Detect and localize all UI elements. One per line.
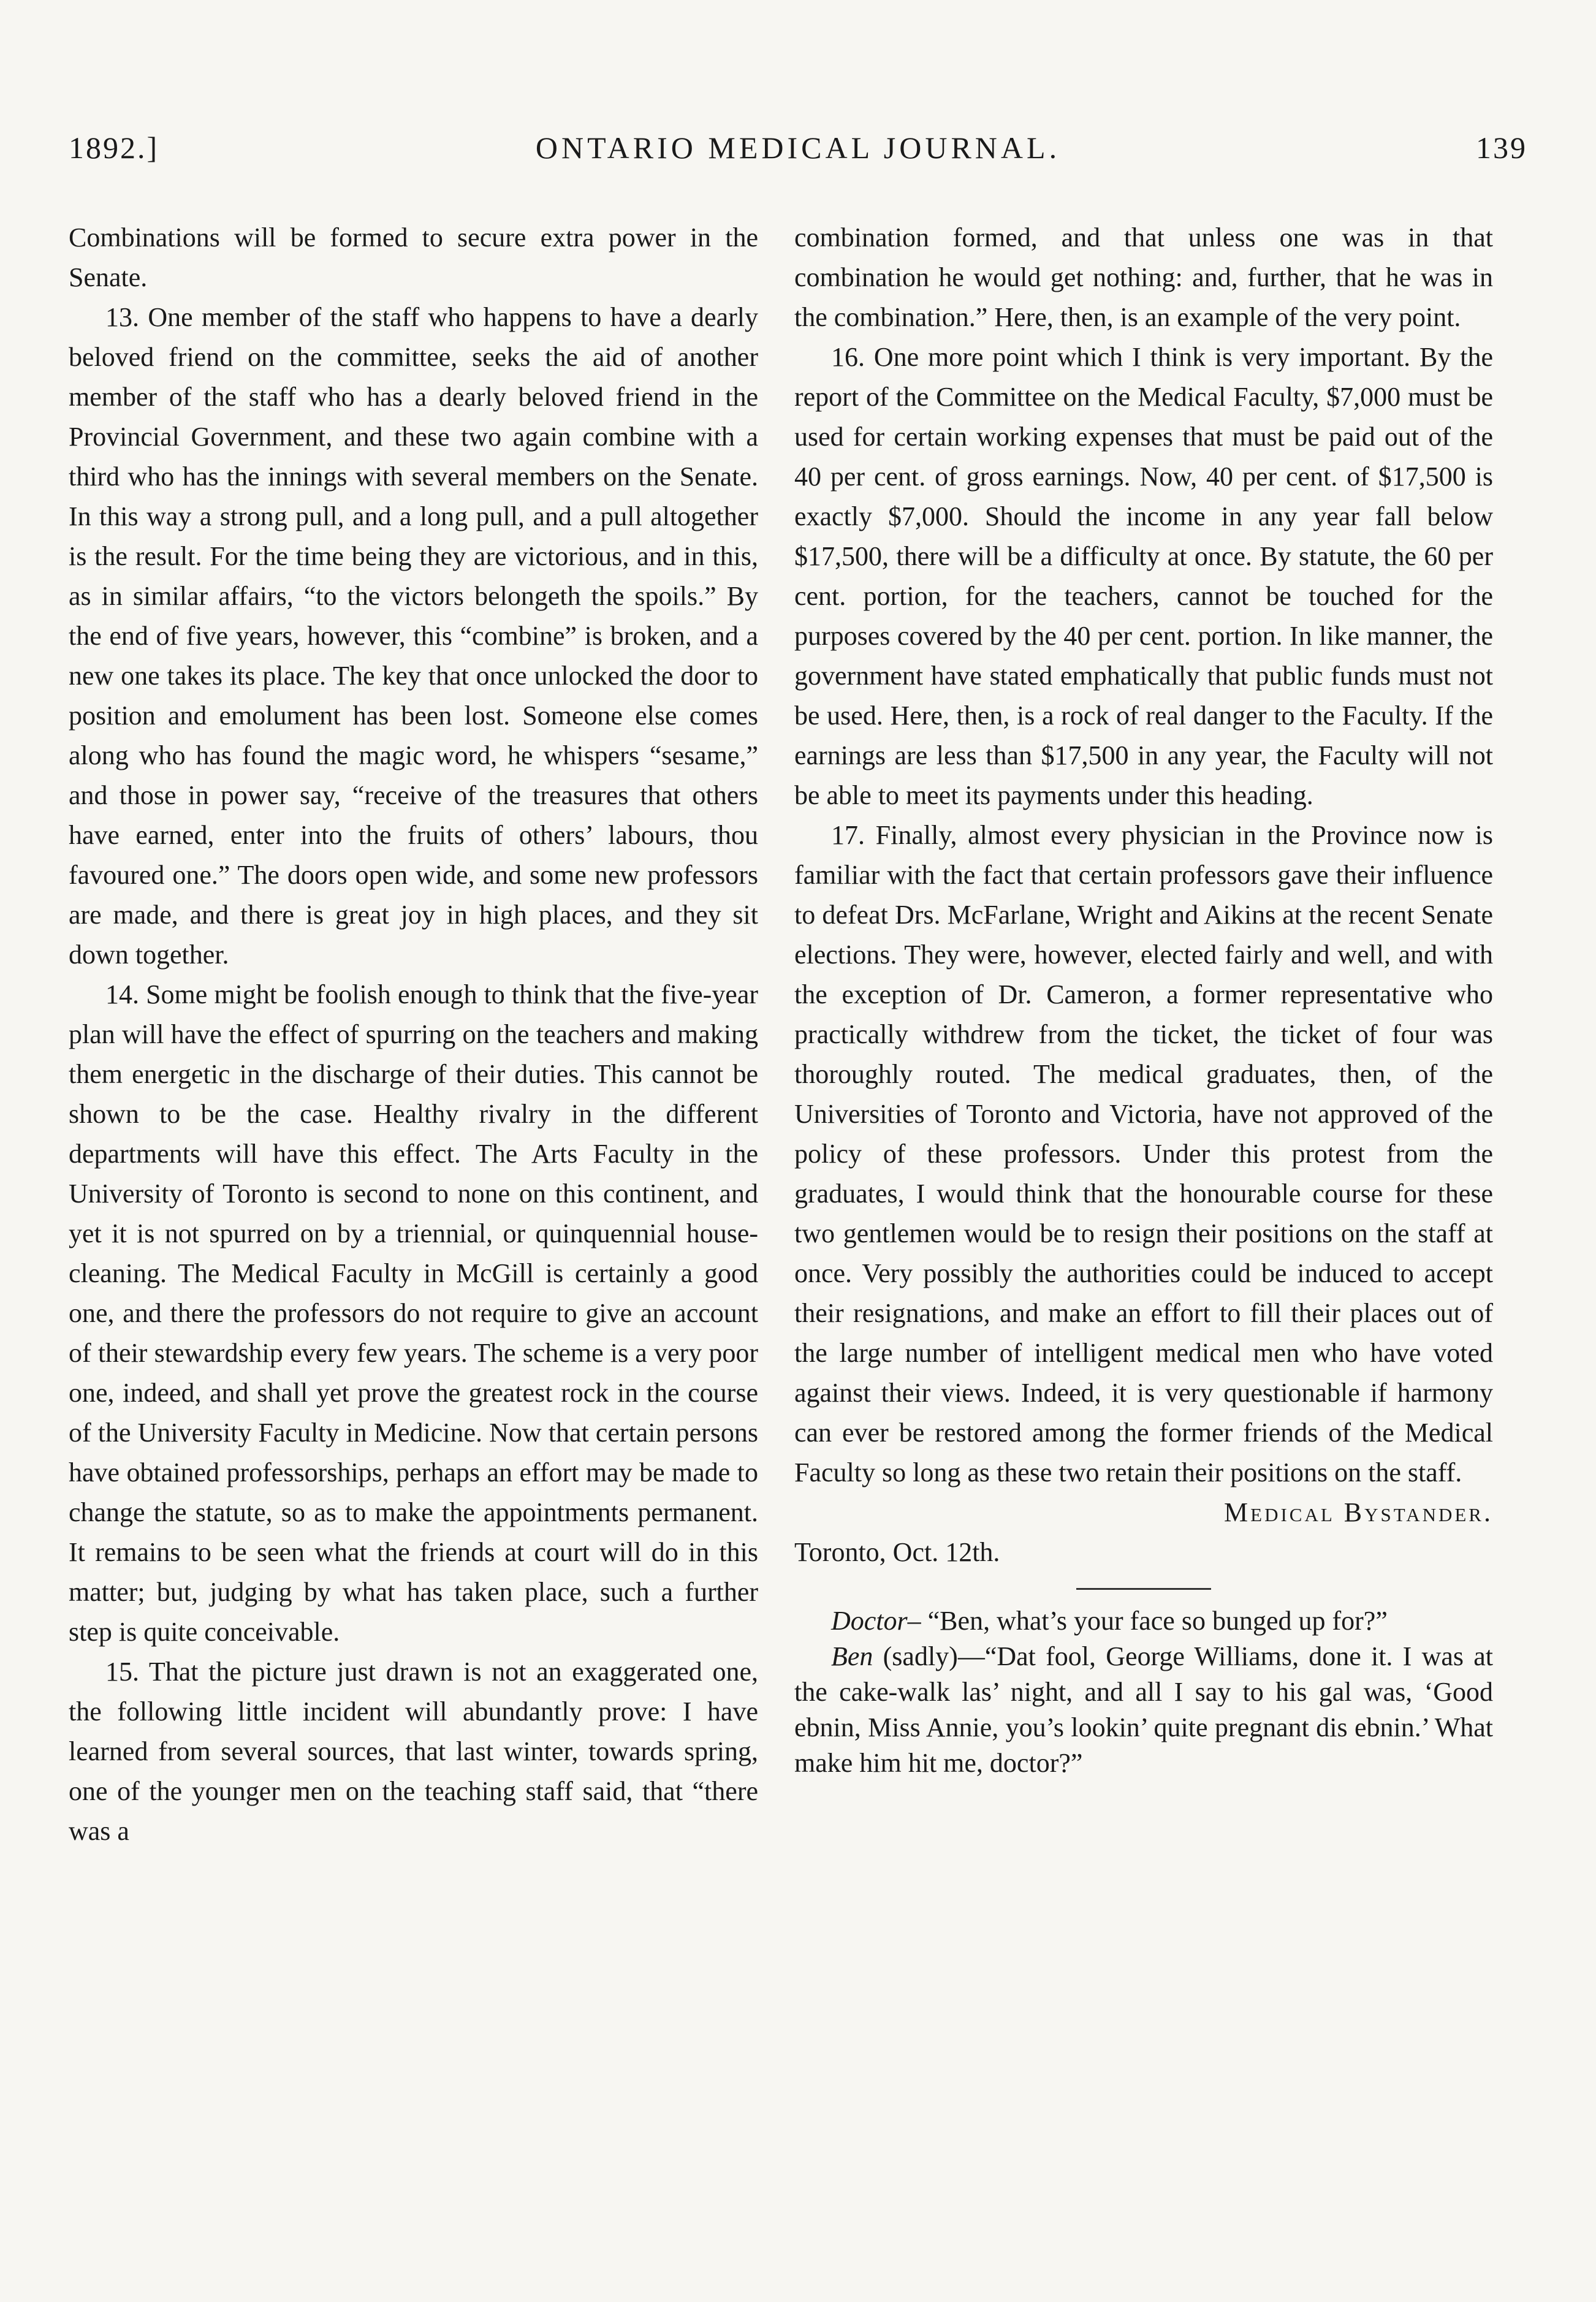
paragraph: 15. That the picture just drawn is not an exaggerated one, the following little incident will abundantly prove: I have learned from several sources, that last winter, towards spring, one of the younger men on the teaching staff said, that “there was a [69, 1657, 758, 1846]
place-date: Toronto, Oct. 12th. [794, 1537, 1000, 1567]
running-header [69, 130, 1527, 179]
page-number: 139 [1476, 131, 1527, 165]
dialog-line [794, 1639, 1493, 1781]
left-column [69, 218, 758, 1851]
paragraph: combination formed, and that unless one was in that combination he would get nothing: and, further, that he was in the combination.” Here, then, is an example of the very point. [794, 222, 1493, 332]
header-year: 1892.] [69, 131, 159, 165]
section-divider [1076, 1588, 1211, 1590]
paragraph: 16. One more point which I think is very important. By the report of the Committee on the Medical Faculty, $7,000 must be used for certain working expenses that must be paid out of the 40 per cent. of gross earnings. Now, 40 per cent. of $17,500 is exactly $7,000. Should the income in any year fall below $17,500, there will be a difficulty at once. By statute, the 60 per cent. portion, for the teachers, cannot be touched for the purposes covered by the 40 per cent. portion. In like manner, the government have stated emphatically that public funds must not be used. Here, then, is a rock of real danger to the Faculty. If the earnings are less than $17,500 in any year, the Faculty will not be able to meet its payments under this heading. [794, 342, 1493, 810]
dialog-text: (sadly)—“Dat fool, George Williams, done it. I was at the cake-walk las’ night, and all I say to his gal was, ‘Good ebnin, Miss Annie, you’s lookin’ quite pregnant dis ebnin.’ What make him hit me, doctor?” [794, 1641, 1493, 1778]
speaker-name: Doctor [831, 1606, 908, 1636]
journal-title: ONTARIO MEDICAL JOURNAL. [535, 131, 1061, 165]
paragraph: 13. One member of the staff who happens to have a dearly beloved friend on the committee, seeks the aid of another member of the staff who has a dearly beloved friend in the Provincial Government, and these two again combine with a third who has the innings with several members on the Senate. In this way a strong pull, and a long pull, and a pull altogether is the result. For the time being they are victorious, and in this, as in similar affairs, “to the victors belongeth the spoils.” By the end of five years, however, this “combine” is broken, and a new one takes its place. The key that once unlocked the door to position and emolument has been lost. Someone else comes along who has found the magic word, he whispers “sesame,” and those in power say, “receive of the treasures that others have earned, enter into the fruits of others’ labours, thou favoured one.” The doors open wide, and some new professors are made, and there is great joy in high places, and they sit down together. [69, 302, 758, 970]
author-signature: Medical Bystander. [1224, 1497, 1493, 1527]
paragraph: 14. Some might be foolish enough to think that the five-year plan will have the effect of spurring on the teachers and making them energetic in the discharge of their duties. This cannot be shown to be the case. Healthy rivalry in the different departments will have this effect. The Arts Faculty in the University of Toronto is second to none on this continent, and yet it is not spurred on by a triennial, or quinquennial house-cleaning. The Medical Faculty in McGill is certainly a good one, and there the professors do not require to give an account of their stewardship every few years. The scheme is a very poor one, indeed, and shall yet prove the greatest rock in the course of the University Faculty in Medicine. Now that certain persons have obtained professorships, perhaps an effort may be made to change the statute, so as to make the appointments permanent. It remains to be seen what the friends at court will do in this matter; but, judging by what has taken place, such a further step is quite conceivable. [69, 979, 758, 1647]
paragraph: 17. Finally, almost every physician in the Province now is familiar with the fact that certain professors gave their influence to defeat Drs. McFarlane, Wright and Aikins at the recent Senate elections. They were, however, elected fairly and well, and with the exception of Dr. Cameron, a former representative who practically withdrew from the ticket, the ticket of four was thoroughly routed. The medical graduates, then, of the Universities of Toronto and Victoria, have not approved of the policy of these professors. Under this protest from the graduates, I would think that the honourable course for these two gentlemen would be to resign their positions on the staff at once. Very possibly the authorities could be induced to accept their resignations, and make an effort to fill their places out of the large number of intelligent medical men who have voted against their views. Indeed, it is very questionable if harmony can ever be restored among the former friends of the Medical Faculty so long as these two retain their positions on the staff. [794, 820, 1493, 1487]
anecdote [794, 1603, 1493, 1781]
right-column [794, 218, 1493, 1781]
dialog-line [794, 1603, 1493, 1639]
speaker-name: Ben [831, 1641, 873, 1671]
dialog-text: – “Ben, what’s your face so bunged up for?” [907, 1606, 1388, 1636]
paragraph: Combinations will be formed to secure extra power in the Senate. [69, 222, 758, 292]
